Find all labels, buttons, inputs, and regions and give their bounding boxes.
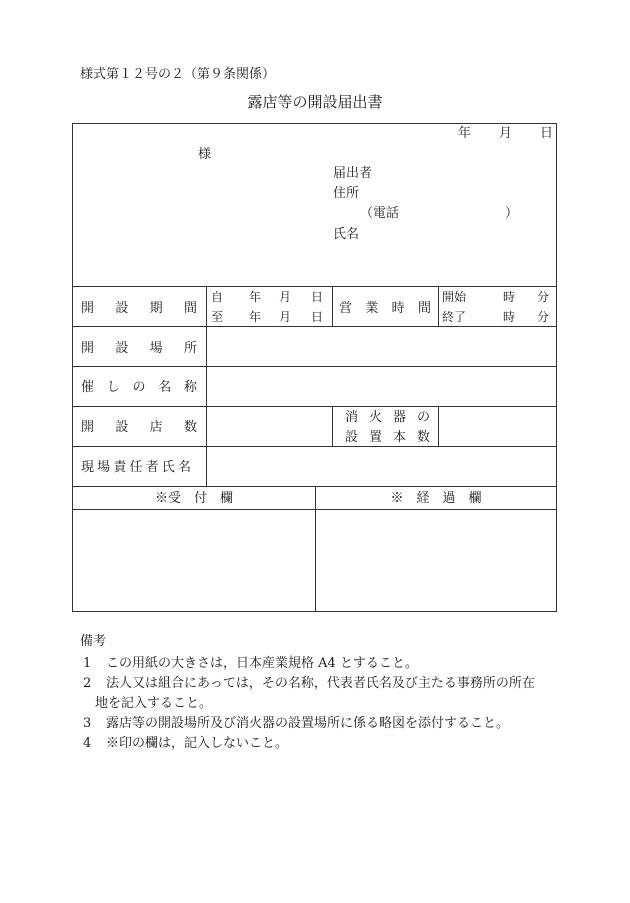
form-number: 様式第１２号の２（第９条関係） (80, 67, 276, 82)
hours-end-minute: 分 (537, 310, 550, 324)
date-month: 月 (499, 126, 513, 141)
note-3-number: 3 (83, 716, 92, 731)
date-year: 年 (458, 126, 472, 141)
period-to-day: 日 (311, 310, 324, 324)
note-1-number: 1 (83, 656, 92, 671)
note-4-number: 4 (83, 736, 92, 751)
period-from-month: 月 (279, 290, 292, 304)
page-title: 露店等の開設届出書 (247, 93, 383, 111)
period-to-year: 年 (249, 310, 262, 324)
manager-field[interactable] (208, 447, 553, 483)
place-field[interactable] (208, 327, 553, 363)
name-label: 氏名 (333, 227, 360, 242)
applicant-label: 届出者 (333, 166, 373, 181)
notes-heading: 備考 (80, 634, 107, 649)
addressee-suffix: 様 (198, 147, 212, 162)
hours-start-hour: 時 (503, 290, 516, 304)
period-to: 至 (211, 310, 224, 324)
phone-open: （電話 (360, 206, 400, 221)
store-count-label: 開 設 店 数 (81, 420, 197, 435)
period-from-year: 年 (249, 290, 262, 304)
note-2-text-continued: 地を記入すること。 (95, 696, 213, 711)
period-from-day: 日 (311, 290, 324, 304)
manager-label: 現 場 責 任 者 氏 名 (81, 460, 191, 475)
event-name-label: 催 し の 名 称 (81, 380, 197, 395)
hours-start: 開始 (442, 290, 467, 304)
place-label: 開 設 場 所 (81, 341, 197, 356)
extinguisher-count-field[interactable] (440, 407, 553, 443)
progress-label: ※ 経 過 欄 (390, 491, 482, 506)
period-to-month: 月 (279, 310, 292, 324)
hours-end: 終了 (442, 310, 467, 324)
hours-start-minute: 分 (537, 290, 550, 304)
note-1-text: この用紙の大きさは，日本産業規格 A4 とすること。 (106, 656, 418, 671)
extinguisher-label-line2: 設 置 本 数 (345, 430, 430, 445)
period-from: 自 (211, 290, 224, 304)
note-2-text: 法人又は組合にあっては，その名称，代表者氏名及び主たる事務所の所在 (106, 676, 535, 691)
date-day: 日 (540, 126, 554, 141)
note-4-text: ※印の欄は，記入しないこと。 (106, 736, 289, 751)
store-count-field[interactable] (208, 407, 332, 443)
period-label: 開 設 期 間 (81, 301, 197, 316)
business-hours-label: 営 業 時 間 (339, 301, 431, 316)
event-name-field[interactable] (208, 367, 553, 403)
address-label: 住所 (333, 186, 360, 201)
phone-close: ） (505, 206, 519, 221)
hours-end-hour: 時 (503, 310, 516, 324)
extinguisher-label-line1: 消 火 器 の (345, 410, 430, 425)
reception-label: ※受 付 欄 (154, 491, 233, 506)
note-3-text: 露店等の開設場所及び消火器の設置場所に係る略図を添付すること。 (106, 716, 510, 731)
note-2-number: 2 (83, 676, 92, 691)
